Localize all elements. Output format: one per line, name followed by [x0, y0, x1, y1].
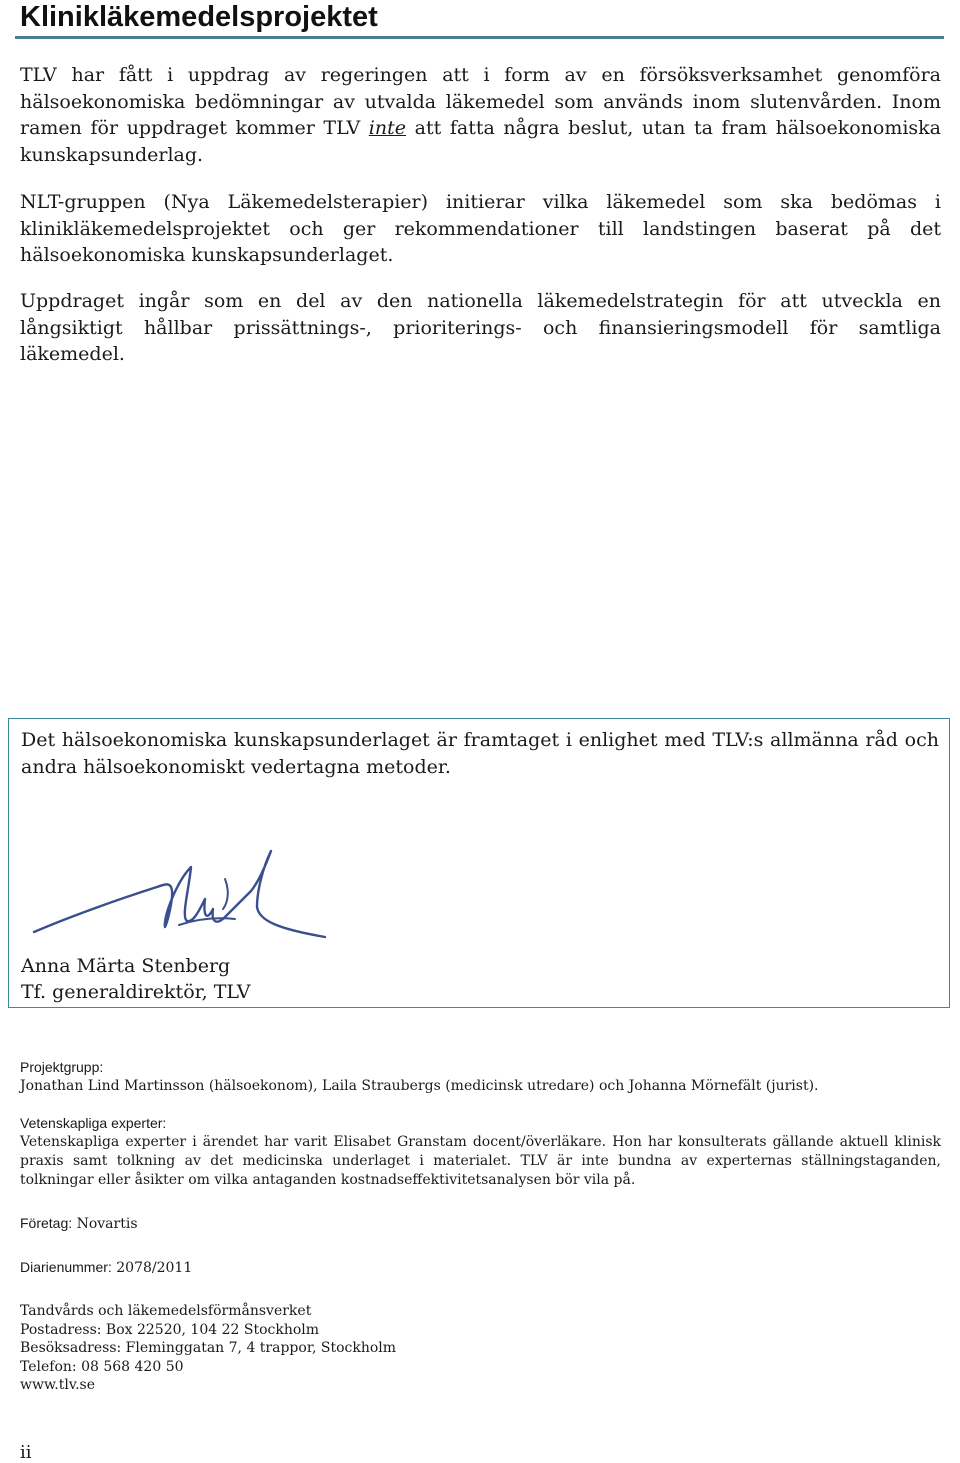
intro-text-before: TLV har fått i uppdrag av regeringen att i form av en försöksverksamhet genomföra hälsoekonomiska bedömningar av utvalda läkemedel som används inom slutenvården. Inom ramen för uppdraget kommer TLV	[20, 64, 941, 139]
diary-label: Diarienummer:	[20, 1259, 112, 1275]
diary-value: 2078/2011	[116, 1260, 193, 1276]
statement-text: Det hälsoekonomiska kunskapsunderlaget är framtaget i enlighet med TLV:s allmänna råd och andra hälsoekonomiskt vedertagna metoder.	[21, 729, 939, 778]
experts-text: Vetenskapliga experter i ärendet har varit Elisabet Granstam docent/överläkare. Hon har konsulterats gällande aktuell klinisk praxis samt tolkning av det medicinska underlaget i materialet. TLV är inte bundna av experternas ställningstaganden, tolkningar eller åsikter om vilka antaganden kostnadseffektivitetsanalysen bör vila på.	[20, 1134, 941, 1188]
project-group-section	[20, 1058, 941, 1096]
footer-postal: Postadress: Box 22520, 104 22 Stockholm	[20, 1321, 320, 1338]
signer-name: Anna Märta Stenberg	[21, 955, 231, 977]
company-value: Novartis	[76, 1216, 138, 1232]
nlt-paragraph: NLT-gruppen (Nya Läkemedelsterapier) initierar vilka läkemedel som ska bedömas i klinikläkemedelsprojektet och ger rekommendationer till landstingen baserat på det hälsoekonomiska kunskapsunderlaget.	[20, 191, 941, 266]
company-line	[20, 1214, 941, 1234]
company-label: Företag:	[20, 1215, 73, 1231]
strategy-paragraph: Uppdraget ingår som en del av den nationella läkemedelstrategin för att utveckla en långsiktigt hållbar prissättnings-, prioriterings- och finansieringsmodell för samtliga läkemedel.	[20, 290, 941, 365]
intro-text-after: att fatta några beslut, utan ta fram hälsoekonomiska kunskapsunderlag.	[20, 117, 942, 166]
signature-image	[29, 837, 329, 967]
intro-paragraph	[20, 62, 941, 168]
footer-visit: Besöksadress: Fleminggatan 7, 4 trappor, Stockholm	[20, 1340, 397, 1357]
project-group-label: Projektgrupp:	[20, 1059, 104, 1075]
title-rule	[15, 36, 944, 39]
diary-line	[20, 1258, 941, 1278]
footer-org: Tandvårds och läkemedelsförmånsverket	[20, 1303, 312, 1319]
footer-address	[20, 1302, 396, 1395]
page-title: Klinikläkemedelsprojektet	[20, 1, 378, 33]
footer-phone: Telefon: 08 568 420 50	[20, 1358, 184, 1375]
statement-box	[8, 718, 950, 1008]
footer-web[interactable]: www.tlv.se	[20, 1377, 96, 1394]
project-group-text: Jonathan Lind Martinsson (hälsoekonom), Laila Straubergs (medicinsk utredare) och Johanna Mörnefält (jurist).	[20, 1078, 819, 1094]
experts-label: Vetenskapliga experter:	[20, 1115, 167, 1131]
experts-section	[20, 1114, 941, 1190]
page-number: ii	[20, 1442, 32, 1463]
intro-emphasis: inte	[368, 117, 406, 139]
signer-block	[21, 953, 250, 1005]
signer-title: Tf. generaldirektör, TLV	[21, 981, 251, 1003]
